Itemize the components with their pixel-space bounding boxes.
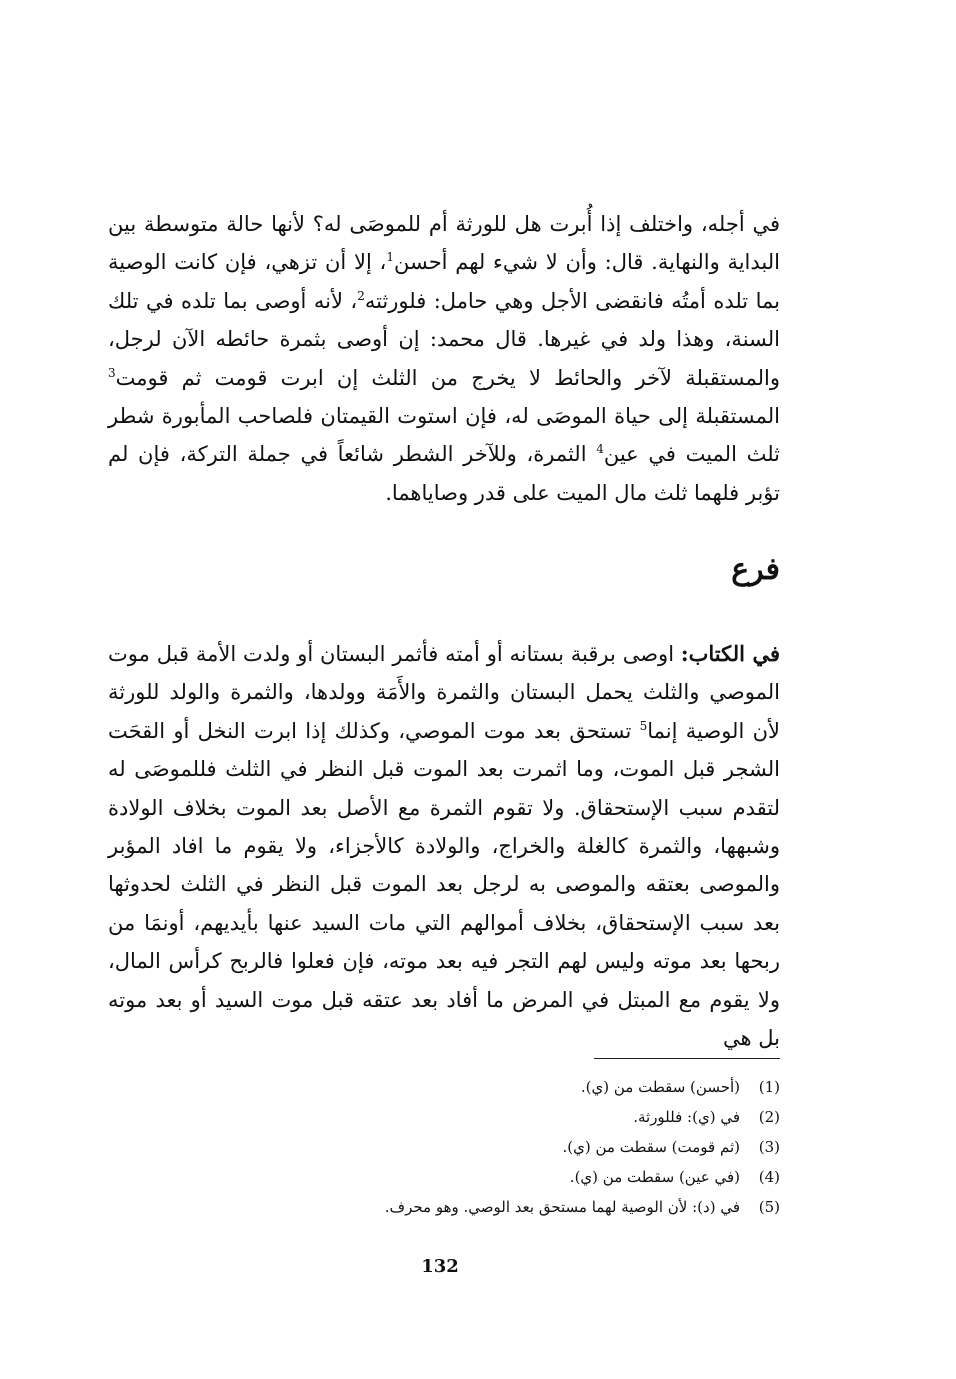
footnote-item: [240, 1072, 780, 1102]
footnote-text: (ثم قومت) سقطت من (ي).: [562, 1138, 740, 1156]
footnote-text: في (د): لأن الوصية لهما مستحق بعد الوصي. وهو محرف.: [384, 1198, 740, 1216]
para1-text-3: ، لأنه أوصى بما تلده في تلك السنة، وهذا ولد في غيرها. قال محمد: إن أوصى بثمرة حائطه الآن لرجل، والمستقبلة لآخر والحائط لا يخرج من الثلث إن ابرت قومت ثم قومت: [108, 288, 780, 390]
section-heading: فرع: [731, 552, 780, 587]
body-paragraph-2: [108, 635, 780, 1057]
footnote-number: (4): [758, 1168, 780, 1186]
para1-text-1: في أجله، واختلف إذا أُبرت هل للورثة أم للموصَى له؟ لأنها حالة متوسطة بين البداية والنهاية. قال: وأن لا شيء لهم أحسن: [108, 212, 780, 275]
footnote-item: [240, 1102, 780, 1132]
footnote-divider: [594, 1058, 780, 1059]
footnote-ref-2[interactable]: 2: [357, 288, 365, 303]
para2-lead: في الكتاب:: [680, 641, 780, 666]
footnote-item: [240, 1192, 780, 1222]
footnote-ref-4[interactable]: 4: [596, 442, 604, 457]
footnote-item: [240, 1162, 780, 1192]
footnote-text: (أحسن) سقطت من (ي).: [580, 1078, 740, 1096]
footnote-text: (في عين) سقطت من (ي).: [569, 1168, 740, 1186]
para1-text-2: ، إلا أن تزهي، فإن كانت الوصية بما تلده أمتُه فانقضى الأجل وهي حامل: فلورثته: [108, 250, 780, 313]
footnote-number: (3): [758, 1138, 780, 1156]
body-paragraph-1: [108, 205, 780, 512]
para1-text-4: المستقبلة إلى حياة الموصَى له، فإن استوت القيمتان فلصاحب المأبورة شطر ثلث الميت في عين: [108, 404, 780, 467]
footnote-ref-5[interactable]: 5: [639, 718, 648, 733]
footnotes-list: [240, 1072, 780, 1222]
footnote-ref-3[interactable]: 3: [108, 365, 116, 380]
para2-text-1: اوصى برقبة بستانه أو أمته فأثمر البستان أو ولدت الأمة قبل موت الموصي والثلث يحمل البستان والثمرة والأَمَة وولدها، والثمرة والولد للورثة لأن الوصية إنما: [108, 642, 780, 743]
para2-text-2: تستحق بعد موت الموصي، وكذلك إذا ابرت النخل أو القحَت الشجر قبل الموت، وما اثمرت بعد الموت قبل النظر في الثلث فللموصَى له لتقدم سبب الإستحقاق. ولا تقوم الثمرة مع الأصل بعد الموت بخلاف الولادة وشبهها، والثمرة كالغلة والخراج، والولادة كالأجزاء، ولا يقوم ما افاد المؤبر والموصى بعتقه والموصى به لرجل بعد الموت قبل النظر في الثلث لحدوثها بعد سبب الإستحقاق، بخلاف أموالهم التي مات السيد عنها بأيديهم، أونمَا من ربحها بعد موته وليس لهم التجر فيه بعد موته، فإن فعلوا فالربح كرأس المال، ولا يقوم مع المبتل في المرض ما أفاد بعد عتقه قبل موت السيد أو بعد موته بل هي: [108, 718, 780, 1051]
page-number: 132: [421, 1256, 459, 1277]
para1-text-5: الثمرة، وللآخر الشطر شائعاً في جملة التركة، فإن لم تؤبر فلهما ثلث مال الميت على قدر وصاياهما.: [108, 442, 780, 505]
footnote-ref-1[interactable]: 1: [386, 250, 394, 265]
footnote-number: (5): [758, 1198, 780, 1216]
footnote-number: (2): [758, 1108, 780, 1126]
footnote-item: [240, 1132, 780, 1162]
footnote-number: (1): [758, 1078, 780, 1096]
footnote-text: في (ي): فللورثة.: [633, 1108, 740, 1126]
